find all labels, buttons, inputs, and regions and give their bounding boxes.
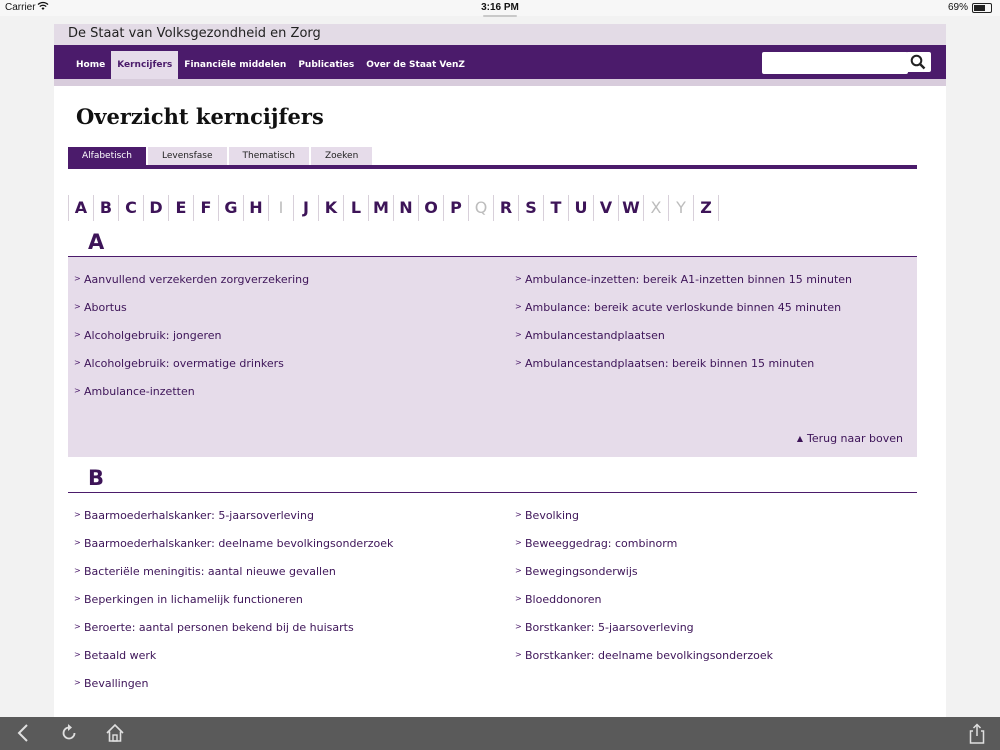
battery-icon [972,3,992,13]
section-letter: A [88,230,105,254]
list-item[interactable] [74,301,127,314]
list-item[interactable] [74,509,314,522]
page-title: Overzicht kerncijfers [76,104,324,129]
chevron-right-icon: > [74,386,81,395]
tab-alfabetisch[interactable]: Alfabetisch [68,147,146,165]
nav-over-de-staat[interactable]: Over de Staat VenZ [366,60,465,70]
section-b-heading [68,468,917,493]
chevron-right-icon: > [515,538,522,547]
nav-publicaties[interactable]: Publicaties [298,60,355,70]
list-item-label[interactable]: Bewegingsonderwijs [525,565,638,578]
list-item[interactable] [515,649,773,662]
chevron-right-icon: > [74,302,81,311]
letter-d[interactable]: D [143,195,168,221]
chevron-right-icon: > [515,566,522,575]
list-item[interactable] [515,565,638,578]
letter-o[interactable]: O [418,195,443,221]
nav-financiele-middelen[interactable]: Financiële middelen [184,60,287,70]
site-header [54,24,946,45]
list-item[interactable] [515,357,814,370]
chevron-right-icon: > [74,566,81,575]
letter-v[interactable]: V [593,195,618,221]
letter-m[interactable]: M [368,195,393,221]
letter-c[interactable]: C [118,195,143,221]
letter-e[interactable]: E [168,195,193,221]
list-item-label[interactable]: Betaald werk [84,649,157,662]
chevron-right-icon: > [74,622,81,631]
list-item-label[interactable]: Alcoholgebruik: overmatige drinkers [84,357,284,370]
list-item-label[interactable]: Ambulance-inzetten [84,385,195,398]
list-item-label[interactable]: Beperkingen in lichamelijk functioneren [84,593,303,606]
nav-kerncijfers[interactable]: Kerncijfers [111,51,178,79]
letter-k[interactable]: K [318,195,343,221]
list-item-label[interactable]: Alcoholgebruik: jongeren [84,329,222,342]
list-item-label[interactable]: Ambulance: bereik acute verloskunde binnen 45 minuten [525,301,842,314]
list-item[interactable] [515,537,677,550]
letter-u[interactable]: U [568,195,593,221]
list-item-label[interactable]: Bevolking [525,509,579,522]
list-item[interactable] [515,593,602,606]
letter-a[interactable]: A [68,195,93,221]
list-item[interactable] [515,329,665,342]
tabs-divider [68,165,917,169]
chevron-right-icon: > [515,510,522,519]
list-item[interactable] [74,329,222,342]
alphabet-divider [718,195,719,221]
letter-b[interactable]: B [93,195,118,221]
url-indicator [483,15,517,17]
list-item[interactable] [74,385,195,398]
chevron-right-icon: > [74,510,81,519]
nav-home[interactable]: Home [76,60,106,70]
chevron-right-icon: > [515,330,522,339]
section-letter: B [88,466,105,490]
list-item[interactable] [74,357,284,370]
home-icon [105,723,125,743]
letter-w[interactable]: W [618,195,643,221]
chevron-right-icon: > [515,302,522,311]
list-item-label[interactable]: Ambulancestandplaatsen: bereik binnen 15 minuten [525,357,815,370]
reload-button[interactable] [60,723,78,748]
list-item-label[interactable]: Baarmoederhalskanker: 5-jaarsoverleving [84,509,314,522]
list-item-label[interactable]: Aanvullend verzekerden zorgverzekering [84,273,310,286]
chevron-right-icon: > [515,622,522,631]
list-item-label[interactable]: Bevallingen [84,677,149,690]
list-item[interactable] [515,273,852,286]
list-item[interactable] [74,649,156,662]
letter-f[interactable]: F [193,195,218,221]
list-item[interactable] [74,593,303,606]
list-item-label[interactable]: Baarmoederhalskanker: deelname bevolkingsonderzoek [84,537,394,550]
list-item[interactable] [74,565,336,578]
app-toolbar [0,717,1000,750]
carrier-label: Carrier [5,2,36,13]
chevron-right-icon: > [74,650,81,659]
chevron-right-icon: > [515,358,522,367]
alphabet-index [68,195,719,221]
list-item-label[interactable]: Beroerte: aantal personen bekend bij de huisarts [84,621,354,634]
tab-zoeken[interactable]: Zoeken [311,147,372,165]
tab-levensfase[interactable]: Levensfase [148,147,227,165]
letter-s[interactable]: S [518,195,543,221]
section-a-heading [68,232,917,257]
list-item-label[interactable]: Borstkanker: deelname bevolkingsonderzoek [525,649,774,662]
clock: 3:16 PM [481,2,519,13]
list-item-label[interactable]: Bloeddonoren [525,593,602,606]
chevron-right-icon: > [74,594,81,603]
battery-percentage: 69% [947,2,968,13]
list-item-label[interactable]: Borstkanker: 5-jaarsoverleving [525,621,694,634]
chevron-right-icon: > [515,594,522,603]
chevron-right-icon: > [74,678,81,687]
section-a-list [68,257,917,457]
search-button[interactable] [906,52,931,72]
list-item[interactable] [74,537,393,550]
search-input[interactable] [762,52,908,74]
chevron-right-icon: > [74,358,81,367]
status-bar [0,0,1000,16]
list-item-label[interactable]: Abortus [84,301,127,314]
list-item-label[interactable]: Ambulancestandplaatsen [525,329,665,342]
search-icon [910,54,926,70]
chevron-right-icon: > [74,330,81,339]
letter-z[interactable]: Z [693,195,718,221]
back-button[interactable] [16,723,30,748]
list-item[interactable] [74,273,309,286]
letter-j[interactable]: J [293,195,318,221]
chevron-right-icon: > [74,274,81,283]
letter-p[interactable]: P [443,195,468,221]
chevron-left-icon [16,723,30,743]
list-item-label[interactable]: Beweeggedrag: combinorm [525,537,678,550]
letter-t[interactable]: T [543,195,568,221]
letter-q: Q [468,195,493,221]
site-title[interactable]: De Staat van Volksgezondheid en Zorg [68,26,321,41]
letter-x: X [643,195,668,221]
web-page [54,24,946,717]
home-button[interactable] [105,723,125,748]
list-item[interactable] [515,509,579,522]
back-to-top-label[interactable]: Terug naar boven [806,432,903,445]
chevron-right-icon: > [515,274,522,283]
list-item[interactable] [515,621,694,634]
main-navigation [54,45,946,86]
letter-l[interactable]: L [343,195,368,221]
tab-thematisch[interactable]: Thematisch [229,147,309,165]
letter-n[interactable]: N [393,195,418,221]
list-item[interactable] [515,301,841,314]
letter-h[interactable]: H [243,195,268,221]
back-to-top-link[interactable] [797,432,903,445]
letter-y: Y [668,195,693,221]
view-tabs [68,147,374,165]
list-item[interactable] [74,621,354,634]
letter-g[interactable]: G [218,195,243,221]
letter-i: I [268,195,293,221]
reload-icon [60,723,78,743]
list-item[interactable] [74,677,148,690]
chevron-right-icon: > [74,538,81,547]
share-button[interactable] [968,723,986,750]
share-icon [968,723,986,745]
section-b-list [68,493,917,717]
list-item-label[interactable]: Ambulance-inzetten: bereik A1-inzetten binnen 15 minuten [525,273,853,286]
list-item-label[interactable]: Bacteriële meningitis: aantal nieuwe gevallen [84,565,336,578]
letter-r[interactable]: R [493,195,518,221]
arrow-up-icon: ▲ [796,434,803,443]
chevron-right-icon: > [515,650,522,659]
